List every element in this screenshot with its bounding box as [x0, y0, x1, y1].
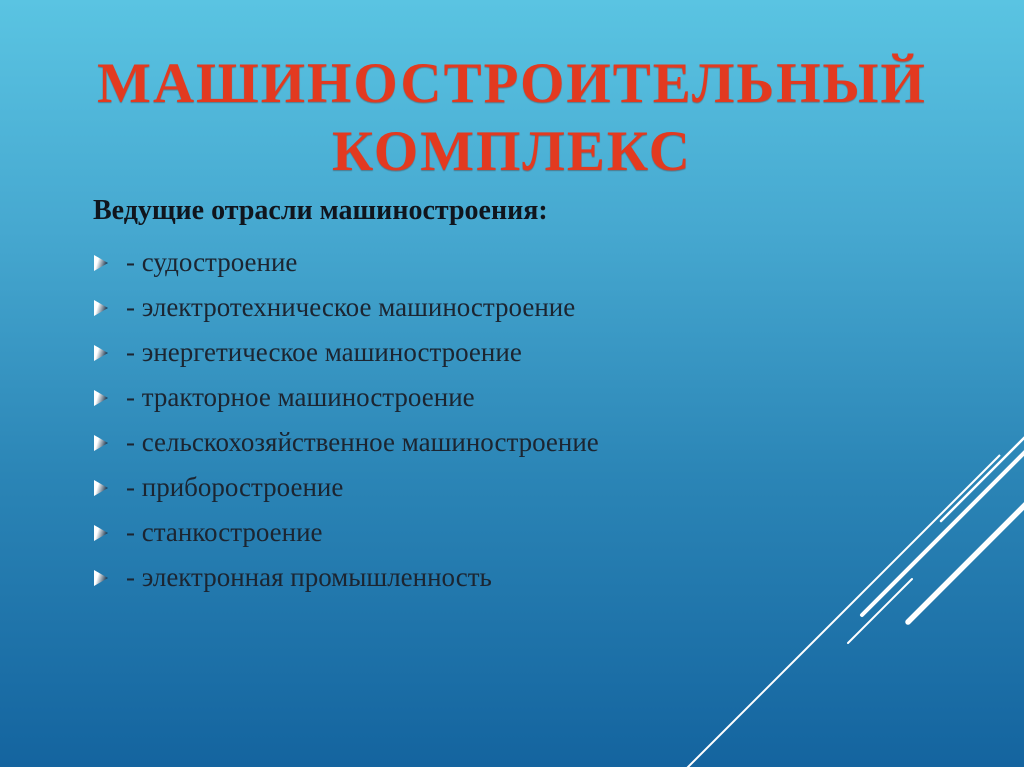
right-triangle-bullet-icon — [93, 435, 109, 451]
list-item-label: - электротехническое машиностроение — [126, 292, 576, 322]
list-item-label: - приборостроение — [126, 472, 344, 502]
right-triangle-bullet-icon — [93, 570, 109, 586]
list-item — [93, 555, 813, 600]
industry-list — [93, 240, 813, 600]
right-triangle-bullet-icon — [93, 345, 109, 361]
slide-title-line2: КОМПЛЕКС — [332, 120, 692, 183]
list-item — [93, 330, 813, 375]
right-triangle-bullet-icon — [93, 480, 109, 496]
list-item — [93, 285, 813, 330]
list-item-label: - судостроение — [126, 247, 298, 277]
list-item — [93, 240, 813, 285]
right-triangle-bullet-icon — [93, 525, 109, 541]
list-heading: Ведущие отрасли машиностроения: — [93, 195, 548, 226]
slide-body — [93, 194, 813, 600]
list-item — [93, 465, 813, 510]
right-triangle-bullet-icon — [93, 300, 109, 316]
list-item-label: - электронная промышленность — [126, 562, 492, 592]
list-item-label: - сельскохозяйственное машиностроение — [126, 427, 599, 457]
right-triangle-bullet-icon — [93, 255, 109, 271]
slide-title — [0, 50, 1024, 186]
list-item — [93, 375, 813, 420]
list-item-label: - станкостроение — [126, 517, 323, 547]
right-triangle-bullet-icon — [93, 390, 109, 406]
list-item — [93, 420, 813, 465]
list-item-label: - энергетическое машиностроение — [126, 337, 522, 367]
list-item — [93, 510, 813, 555]
list-item-label: - тракторное машиностроение — [126, 382, 475, 412]
slide-title-line1: МАШИНОСТРОИТЕЛЬНЫЙ — [97, 52, 927, 115]
